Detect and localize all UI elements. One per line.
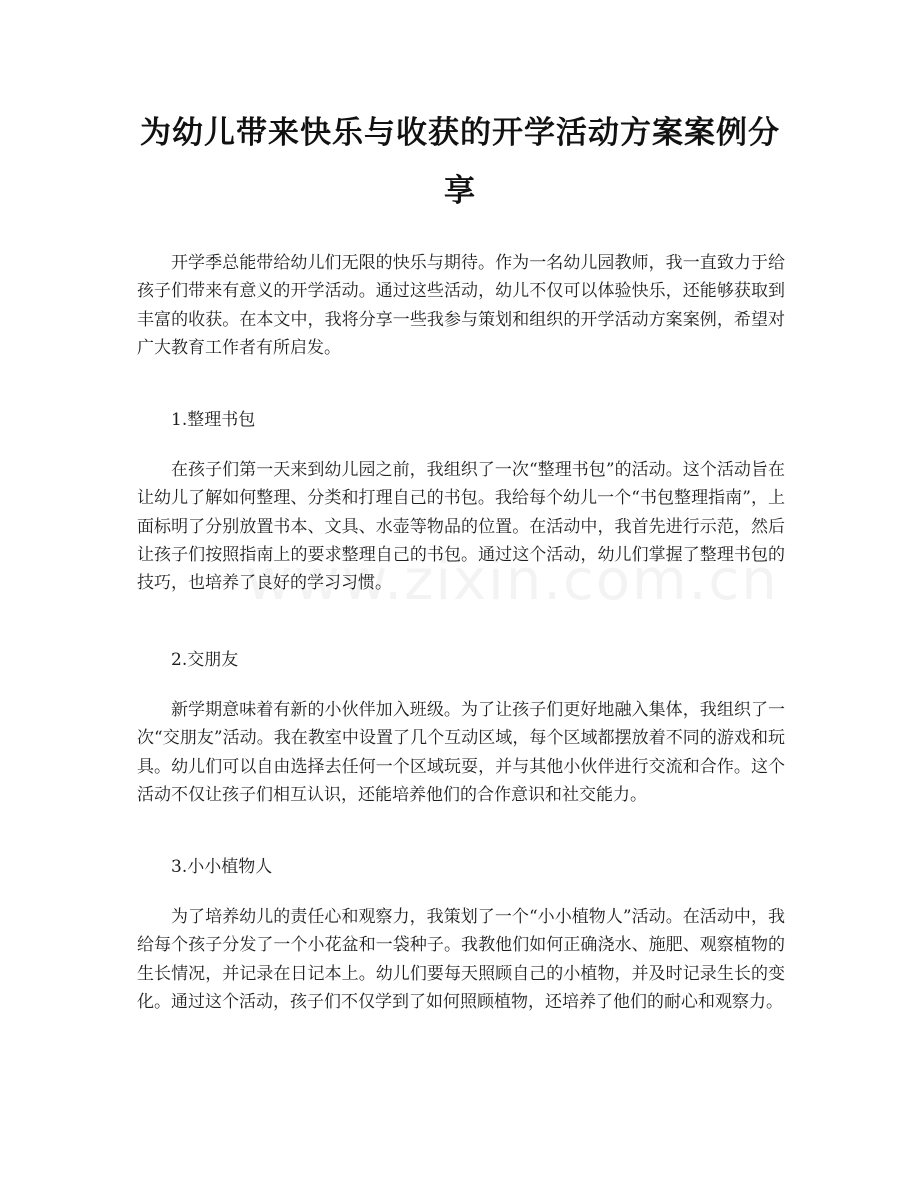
document-title: 为幼儿带来快乐与收获的开学活动方案案例分享	[140, 115, 780, 209]
section-heading-3: 3.小小植物人	[171, 857, 273, 877]
intro-paragraph: 开学季总能带给幼儿们无限的快乐与期待。作为一名幼儿园教师，我一直致力于给孩子们带来有意义的开学活动。通过这些活动，幼儿不仅可以体验快乐，还能够获取到丰富的收获。在本文中，我将分享一些我参与策划和组织的开学活动方案案例，希望对广大教育工作者有所启发。	[137, 253, 785, 358]
section-paragraph-2: 新学期意味着有新的小伙伴加入班级。为了让孩子们更好地融入集体，我组织了一次“交朋友”活动。我在教室中设置了几个互动区域，每个区域都摆放着不同的游戏和玩具。幼儿们可以自由选择去任何一个区域玩耍，并与其他小伙伴进行交流和合作。这个活动不仅让孩子们相互认识，还能培养他们的合作意识和社交能力。	[137, 700, 785, 805]
section-heading-2: 2.交朋友	[171, 650, 239, 670]
section-heading-1: 1.整理书包	[171, 410, 256, 430]
section-paragraph-1: 在孩子们第一天来到幼儿园之前，我组织了一次“整理书包”的活动。这个活动旨在让幼儿了解如何整理、分类和打理自己的书包。我给每个幼儿一个“书包整理指南”，上面标明了分别放置书本、文具、水壶等物品的位置。在活动中，我首先进行示范，然后让孩子们按照指南上的要求整理自己的书包。通过这个活动，幼儿们掌握了整理书包的技巧，也培养了良好的学习习惯。	[137, 460, 785, 594]
section-paragraph-3: 为了培养幼儿的责任心和观察力，我策划了一个“小小植物人”活动。在活动中，我给每个孩子分发了一个小花盆和一袋种子。我教他们如何正确浇水、施肥、观察植物的生长情况，并记录在日记本上。幼儿们要每天照顾自己的小植物，并及时记录生长的变化。通过这个活动，孩子们不仅学到了如何照顾植物，还培养了他们的耐心和观察力。	[137, 907, 785, 1012]
